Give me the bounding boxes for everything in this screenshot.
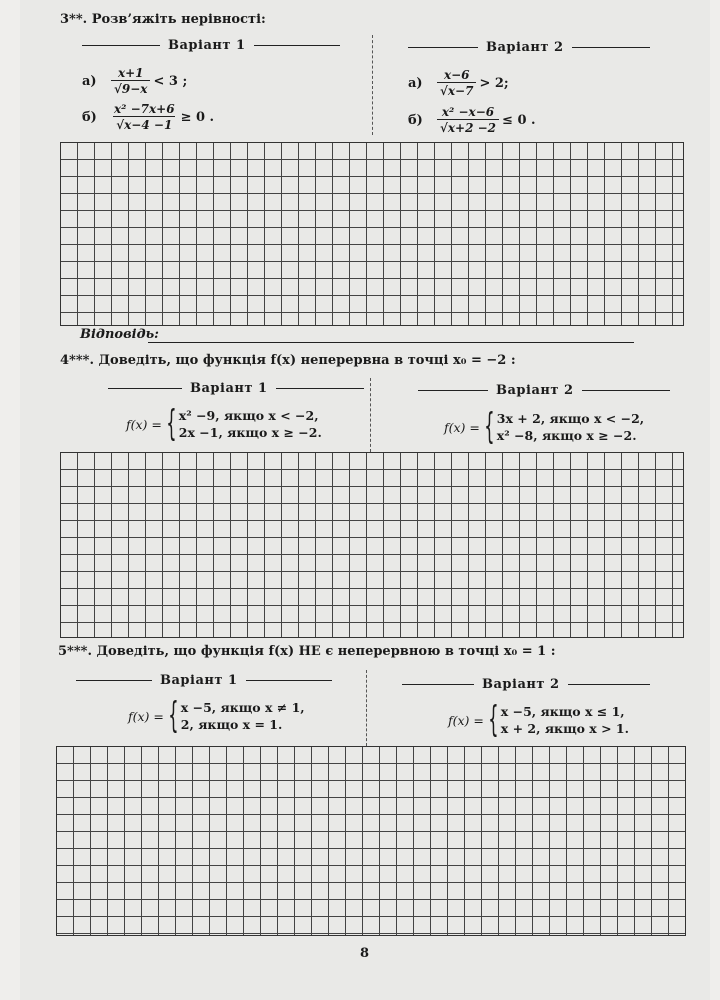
item-label: а)	[82, 73, 97, 89]
task3-v1-item-a	[82, 66, 187, 96]
numerator: x+1	[117, 66, 144, 80]
task5-v1-function	[128, 695, 305, 736]
brace-icon: {	[166, 403, 177, 444]
fraction	[437, 105, 499, 135]
denominator: √9−x	[111, 80, 150, 96]
task4-v1-function	[126, 403, 322, 444]
fraction	[111, 102, 178, 132]
brace-icon: {	[488, 699, 499, 740]
case-line: 2, якщо x = 1.	[180, 717, 283, 732]
variant-title: Варіант 2	[482, 677, 560, 692]
fraction	[111, 66, 150, 96]
answer-label: Відповідь:	[80, 327, 159, 342]
fraction	[437, 68, 476, 98]
task4-answer-grid[interactable]	[60, 452, 684, 638]
item-label: б)	[408, 112, 423, 128]
variant-title: Варіант 2	[486, 40, 564, 55]
task5-v2-function	[448, 699, 629, 740]
numerator: x² −x−6	[441, 105, 495, 119]
brace-icon: {	[168, 695, 179, 736]
brace-icon: {	[484, 406, 495, 447]
task4-v2-function	[444, 406, 645, 447]
case-line: x² −9, якщо x < −2,	[178, 408, 319, 423]
relation: ≤ 0 .	[502, 112, 536, 128]
function-name: f(x) =	[448, 712, 484, 728]
relation: < 3 ;	[153, 73, 188, 89]
task3-heading: 3**. Розв’яжіть нерівності:	[60, 12, 266, 27]
variant-divider	[372, 35, 373, 135]
task5-variant2-title	[402, 677, 650, 692]
case-line: x −5, якщо x ≠ 1,	[180, 700, 305, 715]
task4-variant1-title	[108, 381, 364, 396]
numerator: x−6	[443, 68, 470, 82]
denominator: √x−4 −1	[113, 116, 175, 132]
variant-title: Варіант 2	[496, 383, 574, 398]
function-name: f(x) =	[126, 416, 162, 432]
case-line: 2x −1, якщо x ≥ −2.	[178, 425, 322, 440]
task5-variant1-title	[76, 673, 332, 688]
function-name: f(x) =	[444, 419, 480, 435]
task5-heading: 5***. Доведіть, що функція f(x) НЕ є неперервною в точці x₀ = 1 :	[58, 644, 556, 659]
denominator: √x−7	[437, 82, 476, 98]
task3-variant1-title	[82, 38, 340, 53]
item-label: б)	[82, 109, 97, 125]
case-line: x + 2, якщо x > 1.	[500, 721, 629, 736]
page-number: 8	[360, 946, 370, 961]
denominator: √x+2 −2	[437, 119, 499, 135]
variant-title: Варіант 1	[160, 673, 238, 688]
item-label: а)	[408, 75, 423, 91]
variant-title: Варіант 1	[190, 381, 268, 396]
variant-divider	[370, 378, 371, 452]
numerator: x² −7x+6	[114, 102, 175, 116]
task3-v1-item-b	[82, 102, 214, 132]
case-line: x² −8, якщо x ≥ −2.	[496, 428, 637, 443]
task4-variant2-title	[418, 383, 670, 398]
case-line: x −5, якщо x ≤ 1,	[500, 704, 625, 719]
case-line: 3x + 2, якщо x < −2,	[496, 411, 645, 426]
task3-v2-item-b	[408, 105, 536, 135]
task3-variant2-title	[408, 40, 650, 55]
variant-title: Варіант 1	[168, 38, 246, 53]
function-name: f(x) =	[128, 708, 164, 724]
relation: > 2;	[479, 75, 509, 91]
task4-heading: 4***. Доведіть, що функція f(x) неперервна в точці x₀ = −2 :	[60, 353, 516, 368]
relation: ≥ 0 .	[180, 109, 215, 125]
task5-answer-grid[interactable]	[56, 746, 686, 936]
task3-answer-grid[interactable]	[60, 142, 684, 326]
answer-line[interactable]	[148, 342, 634, 343]
variant-divider	[366, 670, 367, 746]
task3-v2-item-a	[408, 68, 509, 98]
